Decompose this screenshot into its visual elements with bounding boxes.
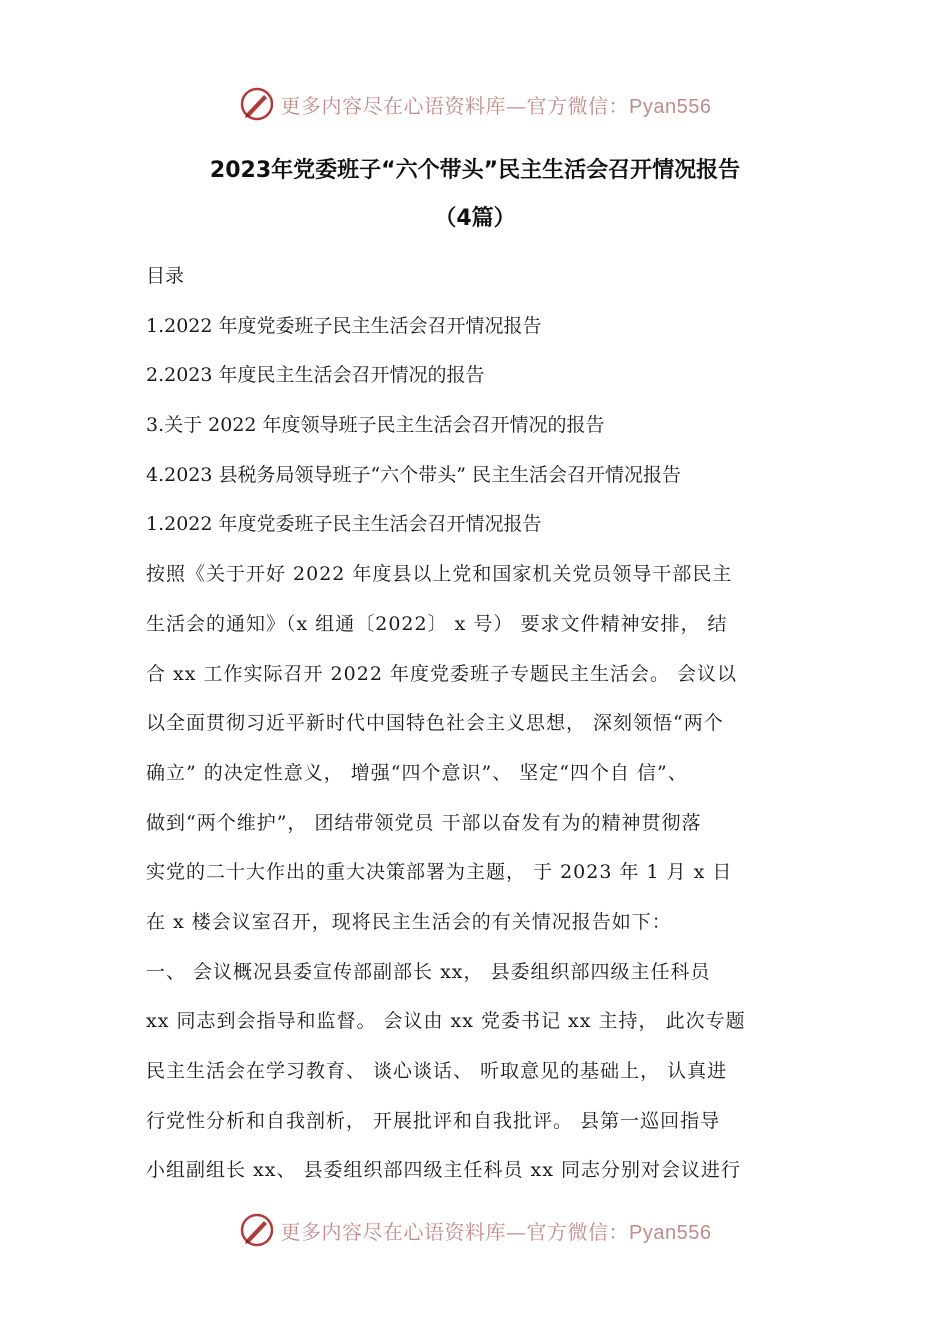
body-line: 一、 会议概况县委宣传部副部长 xx， 县委组织部四级主任科员 (146, 960, 711, 983)
watermark-brand: 更多内容尽在心语资料库 (280, 93, 507, 118)
toc-item: 1.2022 年度党委班子民主生活会召开情况报告 (146, 314, 542, 337)
body-line: 确立” 的决定性意义， 增强“四个意识”、 坚定“四个自 信”、 (146, 761, 688, 784)
body-line: 合 xx 工作实际召开 2022 年度党委班子专题民主生活会。 会议以 (146, 662, 737, 685)
watermark-account: Pyan556 (629, 1221, 712, 1244)
pen-logo-icon (239, 1212, 275, 1248)
watermark-dash: — (506, 1219, 527, 1244)
watermark-account: Pyan556 (629, 95, 712, 118)
toc-item: 2.2023 年度民主生活会召开情况的报告 (146, 364, 485, 387)
body-line: 以全面贯彻习近平新时代中国特色社会主义思想， 深刻领悟“两个 (146, 712, 724, 735)
pen-logo-icon (239, 86, 275, 122)
watermark-banner-top (0, 84, 950, 124)
document-title: 2023年党委班子“六个带头”民主生活会召开情况报告 (209, 158, 741, 183)
body-line: 实党的二十大作出的重大决策部署为主题， 于 2023 年 1 月 x 日 (146, 861, 733, 884)
body-line: 小组副组长 xx、 县委组织部四级主任科员 xx 同志分别对会议进行 (146, 1159, 742, 1182)
watermark-account-prefix: 官方微信： (526, 93, 630, 118)
body-line: 民主生活会在学习教育、 谈心谈话、 听取意见的基础上， 认真进 (146, 1060, 728, 1082)
watermark-text (281, 90, 712, 119)
toc-item: 4.2023 县税务局领导班子“六个带头” 民主生活会召开情况报告 (146, 463, 681, 486)
watermark-account-prefix: 官方微信： (526, 1219, 630, 1244)
document-body (146, 252, 816, 1196)
body-line: 生活会的通知》（x 组通〔2022〕 x 号） 要求文件精神安排， 结 (146, 612, 728, 635)
document-subtitle: （4篇） (434, 206, 516, 231)
watermark-brand: 更多内容尽在心语资料库 (280, 1219, 507, 1244)
body-line: 行党性分析和自我剖析， 开展批评和自我批评。 县第一巡回指导 (146, 1109, 721, 1132)
watermark-text (281, 1216, 712, 1245)
toc-heading: 目录 (146, 265, 185, 287)
body-line: xx 同志到会指导和监督。 会议由 xx 党委书记 xx 主持， 此次专题 (146, 1010, 746, 1033)
watermark-dash: — (506, 93, 527, 118)
body-line: 做到“两个维护”， 团结带领党员 干部以奋发有为的精神贯彻落 (146, 811, 702, 834)
section-heading: 1.2022 年度党委班子民主生活会召开情况报告 (146, 513, 542, 536)
body-line: 在 x 楼会议室召开，现将民主生活会的有关情况报告如下： (146, 910, 672, 933)
watermark-banner-bottom (0, 1210, 950, 1250)
body-line: 按照《关于开好 2022 年度县以上党和国家机关党员领导干部民主 (146, 563, 733, 586)
toc-item: 3.关于 2022 年度领导班子民主生活会召开情况的报告 (146, 414, 605, 437)
body-paragraph (146, 550, 816, 1196)
